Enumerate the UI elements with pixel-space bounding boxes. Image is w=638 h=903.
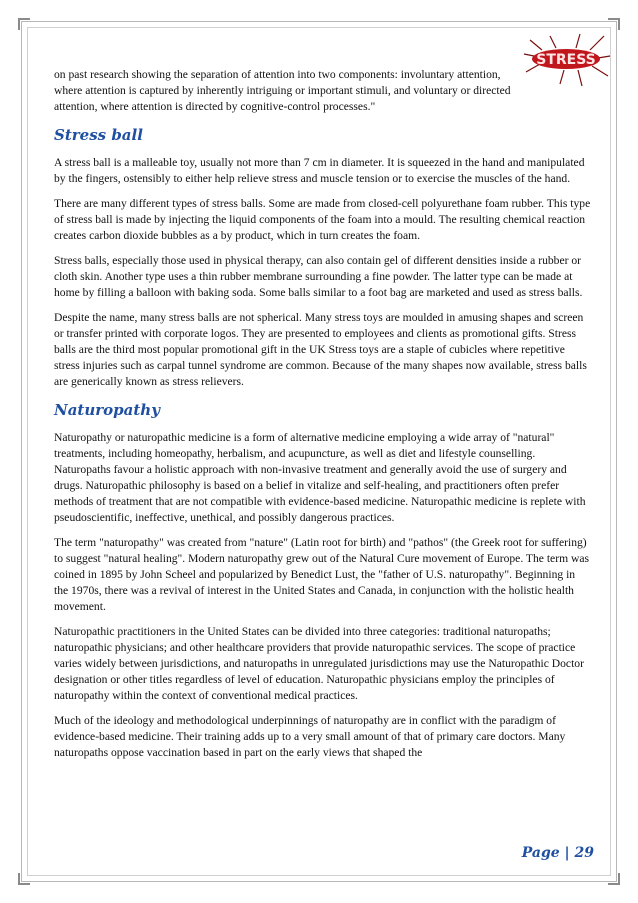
- heading-naturopathy: Naturopathy: [54, 401, 160, 419]
- document-body: [54, 67, 592, 770]
- stress-ball-paragraph-2: There are many different types of stress balls. Some are made from closed-cell polyurethane foam rubber. This type of stress ball is made by injecting the liquid components of the foam into a mould. The resulting chemical reaction creates carbon dioxide bubbles as a by product, which in turn creates the foam.: [54, 197, 591, 242]
- naturopathy-paragraph-3: Naturopathic practitioners in the United States can be divided into three categories: traditional naturopaths; naturopathic physicians; and other healthcare providers that provide naturopathic services. The scope of practice varies widely between jurisdictions, and naturopaths in unregulated jurisdictions may use the Naturopathic Doctor designation or other titles regardless of level of education. Naturopathic physicians employ the principles of naturopathy within the context of conventional medical practices.: [54, 625, 584, 702]
- naturopathy-paragraph-4: Much of the ideology and methodological underpinnings of naturopathy are in conflict with the paradigm of evidence-based medicine. Their training adds up to a very small amount of that of primary care doctors. Many naturopaths oppose vaccination based in part on the early views that shaped the: [54, 714, 566, 759]
- stress-ball-paragraph-3: Stress balls, especially those used in physical therapy, can also contain gel of different densities inside a rubber or cloth skin. Another type uses a thin rubber membrane surrounding a fine powder. The latter type can be made at home by filling a balloon with baking soda. Some balls similar to a foot bag are marketed and used as stress balls.: [54, 254, 583, 299]
- heading-stress-ball: Stress ball: [54, 126, 143, 144]
- page-number: Page | 29: [521, 845, 594, 861]
- stress-ball-paragraph-1: A stress ball is a malleable toy, usually not more than 7 cm in diameter. It is squeezed in the hand and manipulated by the fingers, ostensibly to either help relieve stress and muscle tension or to exercise the muscles of the hand.: [54, 156, 585, 185]
- stress-ball-paragraph-4: Despite the name, many stress balls are not spherical. Many stress toys are moulded in amusing shapes and screen or transfer printed with corporate logos. They are presented to employees and clients as promotional gifts. Stress balls are the third most popular promotional gift in the UK Stress toys are a staple of cubicles where repetitive stress injuries such as carpal tunnel syndrome are common. Because of the many shapes now available, stress balls are generically known as stress relievers.: [54, 311, 587, 388]
- naturopathy-paragraph-1: Naturopathy or naturopathic medicine is a form of alternative medicine employing a wide array of "natural" treatments, including homeopathy, herbalism, and acupuncture, as well as diet and lifestyle counselling. Naturopaths favour a holistic approach with non-invasive treatment and generally avoid the use of surgery and drugs. Naturopathic philosophy is based on a belief in vitalize and self-healing, and practitioners often prefer methods of treatment that are not compatible with evidence-based medicine. Naturopathic medicine is replete with pseudoscientific, ineffective, unethical, and possibly dangerous practices.: [54, 431, 586, 524]
- corner-ornament-bottom-right: [608, 873, 620, 885]
- corner-ornament-bottom-left: [18, 873, 30, 885]
- naturopathy-paragraph-2: The term "naturopathy" was created from "nature" (Latin root for birth) and "pathos" (the Greek root for suffering) to suggest "natural healing". Modern naturopathy grew out of the Natural Cure movement of Europe. The term was coined in 1895 by John Scheel and popularized by Benedict Lust, the "father of U.S. naturopathy". Beginning in the 1970s, there was a revival of interest in the United States and Canada, in conjunction with the holistic health movement.: [54, 536, 590, 613]
- stress-logo-text: STRESS: [536, 52, 596, 68]
- corner-ornament-top-left: [18, 18, 30, 30]
- intro-paragraph: on past research showing the separation of attention into two components: involuntary attention, where attention is captured by inherently intriguing or important stimuli, and voluntary or directed attention, where attention is directed by cognitive-control processes.": [54, 68, 511, 113]
